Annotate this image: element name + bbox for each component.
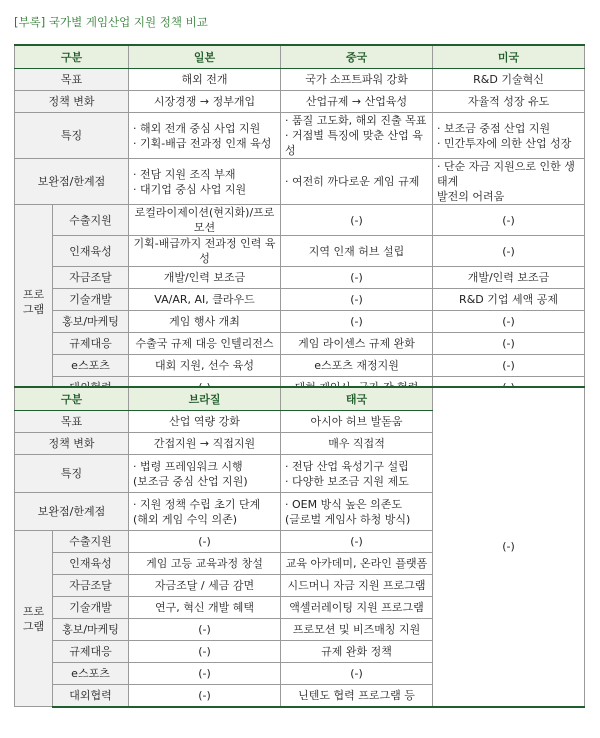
cell-thailand-features: · 전담 산업 육성기구 설립 · 다양한 보조금 지원 제도 [281, 455, 433, 493]
row-label-talent-2: 인재육성 [53, 553, 129, 575]
cell-brazil-regulation: (-) [129, 641, 281, 663]
cell-japan-esports: 대회 지원, 선수 육성 [129, 355, 281, 377]
row-label-esports-2: e스포츠 [53, 663, 129, 685]
row-label-policy-change: 정책 변화 [15, 91, 129, 113]
row-label-goal-2: 목표 [15, 411, 129, 433]
cell-usa-tech: R&D 기업 세액 공제 [433, 289, 585, 311]
cell-thailand-goal: 아시아 허브 발돋움 [281, 411, 433, 433]
row-label-export-2: 수출지원 [53, 531, 129, 553]
cell-brazil-esports: (-) [129, 663, 281, 685]
cell-china-features: · 품질 고도화, 해외 진출 목표 · 거점별 특징에 맞춘 산업 육성 [281, 113, 433, 159]
cell-thailand-limits: · OEM 방식 높은 의존도 (글로벌 게임사 하청 방식) [281, 493, 433, 531]
row-label-tech-2: 기술개발 [53, 597, 129, 619]
cell-brazil-cooperation: (-) [129, 685, 281, 707]
cell-china-goal: 국가 소프트파워 강화 [281, 69, 433, 91]
cell-thailand-regulation: 규제 완화 정책 [281, 641, 433, 663]
row-label-goal: 목표 [15, 69, 129, 91]
cell-japan-tech: VA/AR, AI, 클라우드 [129, 289, 281, 311]
row-label-cooperation-2: 대외협력 [53, 685, 129, 707]
row-label-tech: 기술개발 [53, 289, 129, 311]
cell-china-export: (-) [281, 205, 433, 236]
row-label-features: 특징 [15, 113, 129, 159]
row-label-regulation-2: 규제대응 [53, 641, 129, 663]
cell-brazil-goal: 산업 역량 강화 [129, 411, 281, 433]
cell-china-talent: 지역 인재 허브 설립 [281, 236, 433, 267]
cell-thailand-cooperation: 닌텐도 협력 프로그램 등 [281, 685, 433, 707]
policy-table-1 [14, 44, 585, 400]
header-brazil: 브라질 [129, 387, 281, 411]
program-group-label: 프로 그램 [15, 205, 53, 399]
cell-thailand-policy-change: 매우 직접적 [281, 433, 433, 455]
cell-japan-regulation: 수출국 규제 대응 인텔리전스 [129, 333, 281, 355]
cell-thailand-tech: 액셀러레이팅 지원 프로그램 [281, 597, 433, 619]
cell-china-limits: · 여전히 까다로운 게임 규제 [281, 159, 433, 205]
cell-thailand-talent: 교육 아카데미, 온라인 플랫폼 [281, 553, 433, 575]
cell-brazil-talent: 게임 고등 교육과정 창설 [129, 553, 281, 575]
cell-usa-export: (-) [433, 205, 585, 236]
row-label-talent: 인재육성 [53, 236, 129, 267]
cell-usa-policy-change: 자율적 성장 유도 [433, 91, 585, 113]
cell-japan-export: 로컬라이제이션(현지화)/프로모션 [129, 205, 281, 236]
cell-china-esports: e스포츠 재정지원 [281, 355, 433, 377]
cell-japan-features: · 해외 전개 중심 사업 지원 · 기획-배급 전과정 인재 육성 [129, 113, 281, 159]
cell-usa-esports: (-) [433, 355, 585, 377]
row-label-marketing-2: 홍보/마케팅 [53, 619, 129, 641]
cell-japan-marketing: 게임 행사 개최 [129, 311, 281, 333]
program-group-label-2: 프로 그램 [15, 531, 53, 707]
cell-china-policy-change: 산업규제 → 산업육성 [281, 91, 433, 113]
empty-column-cell: (-) [433, 387, 585, 707]
cell-china-funding: (-) [281, 267, 433, 289]
cell-brazil-limits: · 지원 정책 수립 초기 단계 (해외 게임 수익 의존) [129, 493, 281, 531]
header-category: 구분 [15, 45, 129, 69]
row-label-esports: e스포츠 [53, 355, 129, 377]
header-thailand: 태국 [281, 387, 433, 411]
cell-thailand-export: (-) [281, 531, 433, 553]
cell-china-tech: (-) [281, 289, 433, 311]
row-label-marketing: 홍보/마케팅 [53, 311, 129, 333]
cell-brazil-tech: 연구, 혁신 개발 혜택 [129, 597, 281, 619]
cell-japan-goal: 해외 전개 [129, 69, 281, 91]
cell-usa-marketing: (-) [433, 311, 585, 333]
cell-usa-limits: · 단순 자금 지원으로 인한 생태계 발전의 어려움 [433, 159, 585, 205]
header-category-2: 구분 [15, 387, 129, 411]
row-label-limits: 보완점/한계점 [15, 159, 129, 205]
cell-japan-funding: 개발/인력 보조금 [129, 267, 281, 289]
row-label-features-2: 특징 [15, 455, 129, 493]
page-caption: [부록] 국가별 게임산업 지원 정책 비교 [14, 15, 208, 29]
row-label-funding: 자금조달 [53, 267, 129, 289]
cell-brazil-export: (-) [129, 531, 281, 553]
cell-japan-limits: · 전담 지원 조직 부재 · 대기업 중심 사업 지원 [129, 159, 281, 205]
cell-japan-policy-change: 시장경쟁 → 정부개입 [129, 91, 281, 113]
cell-brazil-funding: 자금조달 / 세금 감면 [129, 575, 281, 597]
cell-thailand-funding: 시드머니 자금 지원 프로그램 [281, 575, 433, 597]
cell-usa-goal: R&D 기술혁신 [433, 69, 585, 91]
header-japan: 일본 [129, 45, 281, 69]
cell-brazil-marketing: (-) [129, 619, 281, 641]
row-label-funding-2: 자금조달 [53, 575, 129, 597]
row-label-regulation: 규제대응 [53, 333, 129, 355]
cell-usa-regulation: (-) [433, 333, 585, 355]
cell-china-marketing: (-) [281, 311, 433, 333]
policy-table-2 [14, 386, 585, 708]
cell-thailand-esports: (-) [281, 663, 433, 685]
cell-china-regulation: 게임 라이센스 규제 완화 [281, 333, 433, 355]
cell-usa-funding: 개발/인력 보조금 [433, 267, 585, 289]
cell-japan-talent: 기획-배급까지 전과정 인력 육성 [129, 236, 281, 267]
row-label-limits-2: 보완점/한계점 [15, 493, 129, 531]
cell-usa-features: · 보조금 중점 산업 지원 · 민간투자에 의한 산업 성장 [433, 113, 585, 159]
cell-thailand-marketing: 프로모션 및 비즈매칭 지원 [281, 619, 433, 641]
header-usa: 미국 [433, 45, 585, 69]
row-label-policy-change-2: 정책 변화 [15, 433, 129, 455]
cell-brazil-policy-change: 간접지원 → 직접지원 [129, 433, 281, 455]
header-china: 중국 [281, 45, 433, 69]
cell-brazil-features: · 법령 프레임워크 시행 (보조금 중심 산업 지원) [129, 455, 281, 493]
cell-usa-talent: (-) [433, 236, 585, 267]
row-label-export: 수출지원 [53, 205, 129, 236]
